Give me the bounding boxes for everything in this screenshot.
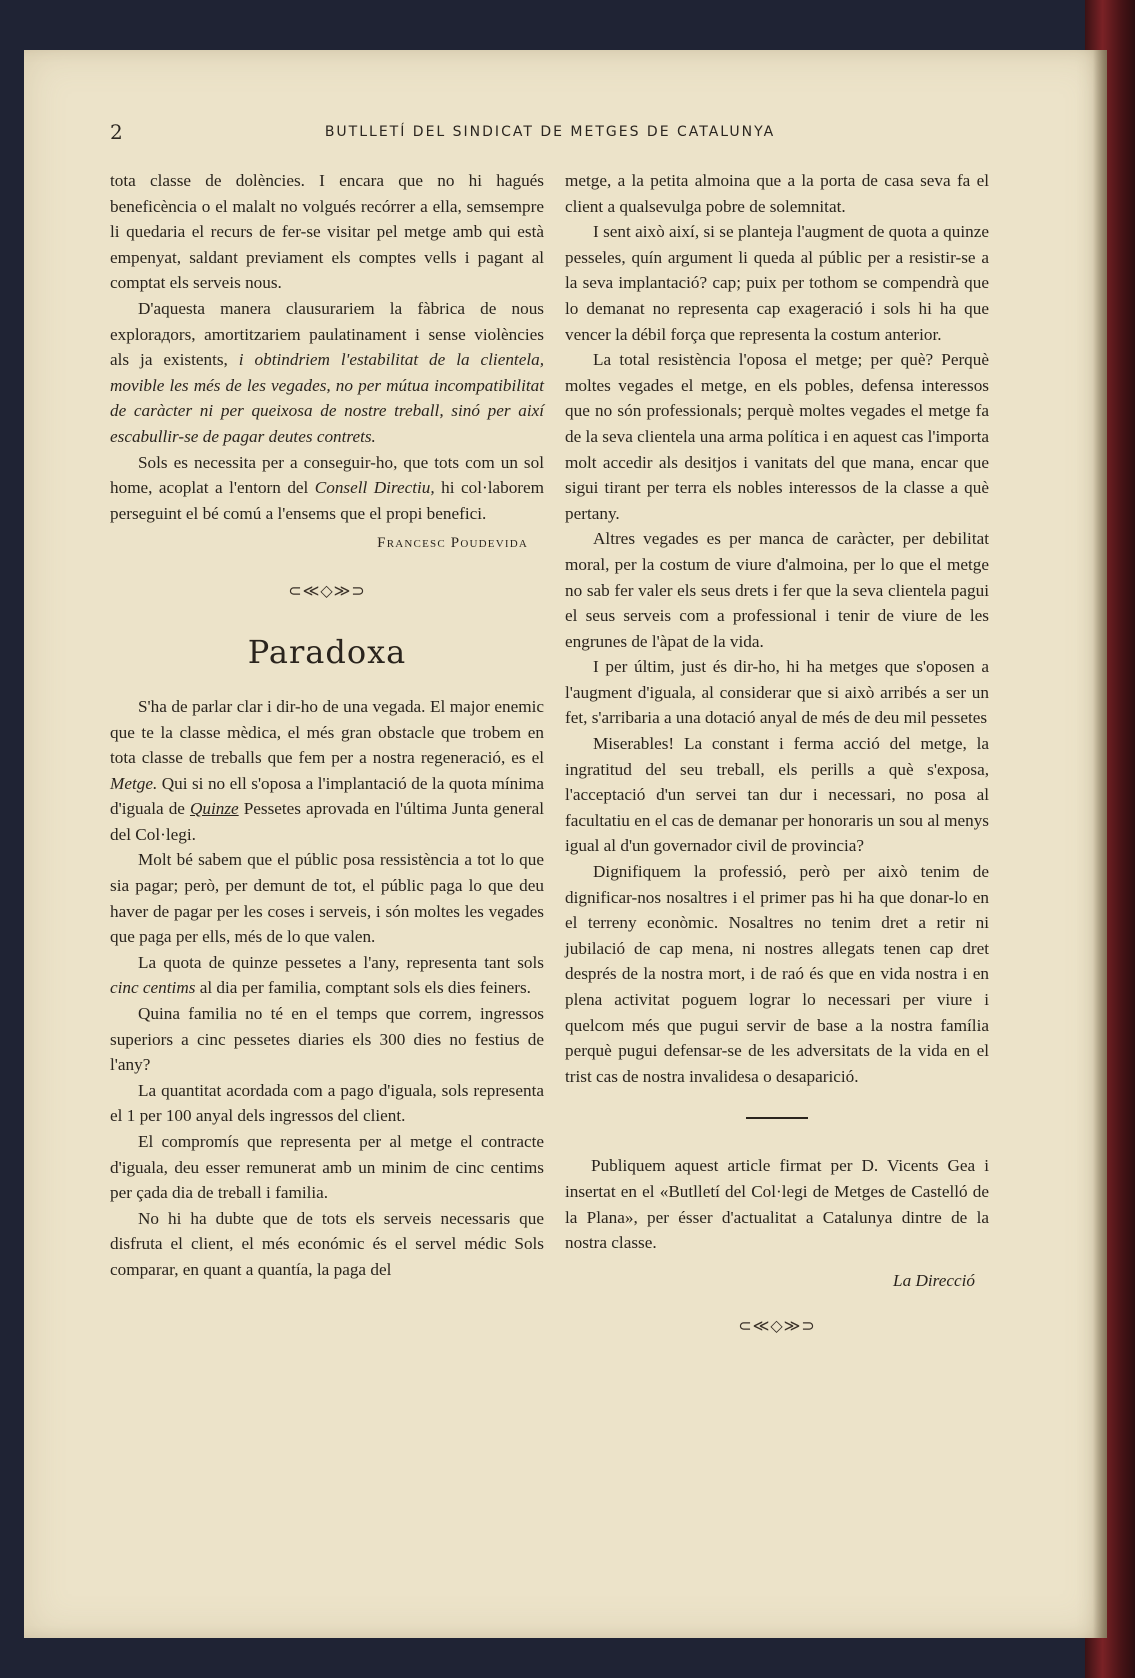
ornament-divider: ⊂≪◇≫⊃ — [738, 1316, 816, 1336]
paragraph: Altres vegades es per manca de caràcter, per debilitat moral, per la costum de viure d'almoina, per lo que el metge no sab fer valer els seus drets i fer que la seva clientela pagui el seus serveis com a professional i tenir de viure de les engrunes de l'àpat de la vida. — [565, 529, 989, 651]
running-head: BUTLLETÍ DEL SINDICAT DE METGES DE CATALUNYA — [324, 124, 776, 140]
author-signature: Francesc Poudevida — [377, 535, 528, 552]
paragraph: La total resistència l'oposa el metge; per què? Perquè moltes vegades el metge, en els pobles, defensa interessos que no són professionals; perquè moltes vegades el metge fa de la seva clientela una arma política i en aquest cas l'importa molt accedir als desitjos i vanitats del que mana, encar que sigui tirant per terra els nobles interessos de la classe a què pertany. — [565, 350, 989, 523]
paragraph: Quina familia no té en el temps que correm, ingressos superiors a cinc pessetes diaries els 300 dies no festius de l'any? — [110, 1004, 544, 1075]
paragraph: S'ha de parlar clar i dir-ho de una vegada. El major enemic que te la classe mèdica, el més gran obstacle que trobem en tota classe de treballs que fem per a nostra regeneració, es el Metge. Qui si no ell s'oposa a l'implantació de la quota mínima d'iguala de Quinze Pessetes aprovada en l'última Junta general del Col·legi. — [110, 696, 544, 844]
page-number: 2 — [110, 120, 123, 144]
paragraph: I per últim, just és dir-ho, hi ha metges que s'oposen a l'augment d'iguala, al considerar que si això arribés a ser un fet, s'arribaria a una dotació anyal de més de deu mil pessetes — [565, 657, 989, 728]
section-title: Paradoxa — [247, 632, 407, 671]
note-signature: La Direcció — [893, 1270, 975, 1290]
ornament-divider: ⊂≪◇≫⊃ — [288, 581, 366, 601]
paragraph: Sols es necessita per a conseguir-ho, que tots com un sol home, acoplat a l'entorn del Consell Directiu, hi col·laborem perseguint el bé comú a l'ensems que el propi benefici. — [110, 452, 545, 523]
paragraph: Dignifiquem la professió, però per això tenim de dignificar-nos nosaltres i el primer pas hi ha que donar-lo en el terreny econòmic. Nosaltres no tenim dret a retir ni jubilació de cap mena, ni nostres allegats tenen cap dret després de la nostra mort, i de raó és que en vida nostra i en plena activitat poguem lograr lo necessari per viure i quelcom més que pugui servir de base a la nostra família perquè pugui defensar-se de les adversitats de la vida en el trist cas de nostra invalidesa o desaparició. — [565, 862, 989, 1086]
paragraph: metge, a la petita almoina que a la porta de casa seva fa el client a qualsevulga pobre de solemnitat. — [565, 171, 989, 216]
paragraph: I sent això així, si se planteja l'augment de quota a quinze pesseles, quín argument li queda al públic per a resistir-se a la seva implantació? cap; puix per tothom se compendrà que lo demanat no representa cap exageració i sols hi ha que vencer la débil força que representa la costum anterior. — [565, 222, 989, 344]
paragraph: Publiquem aquest article firmat per D. Vicents Gea i insertat en el «Butlletí del Col·legi de Metges de Castelló de la Plana», per ésser d'actualitat a Catalunya dintre de la nostra classe. — [565, 1156, 989, 1253]
paragraph: La quota de quinze pessetes a l'any, representa tant sols cinc centims al dia per familia, comptant sols els dies feiners. — [110, 952, 544, 998]
paragraph: Miserables! La constant i ferma acció del metge, la ingratitud del seu treball, els perills a què s'exposa, l'acceptació d'un servei tan dur i necessari, no posa al facultatiu en el cas de demanar per honoraris un sou al menys igual al d'un governador civil de provincia? — [565, 734, 989, 856]
italic-passage: i obtindriem l'estabilitat de la clientela, movible les més de les vegades, no per mútua incompatibilitat de caràcter ni per queixosa de nostre treball, sinó per així escabullir-se de pagar deutes contrets. — [110, 350, 544, 446]
horizontal-rule — [746, 1117, 808, 1119]
italic-passage: Consell Directiu, — [314, 478, 435, 498]
paragraph: No hi ha dubte que de tots els serveis necessaris que disfruta el client, el més económic és el servel médic Sols comparar, en quant a quantía, la paga del — [110, 1208, 544, 1279]
paragraph: La quantitat acordada com a pago d'iguala, sols representa el 1 per 100 anyal dels ingressos del client. — [110, 1080, 544, 1126]
left-column — [110, 168, 544, 1283]
paragraph: El compromís que representa per al metge el contracte d'iguala, deu esser remunerat amb un minim de cinc centims per çada dia de treball i familia. — [110, 1132, 544, 1203]
paragraph: tota classe de dolències. I encara que no hi hagués beneficència o el malalt no volgués recórrer a ella, semsempre li quedaria el recurs de fer-se visitar pel metge amb qui està empenyat, saldant previament els comptes vells i pagant al comptat els serveis nous. — [110, 171, 544, 293]
right-column — [565, 168, 989, 1339]
paragraph: Molt bé sabem que el públic posa ressistència a tot lo que sia pagar; però, per demunt de tot, el públic paga lo que deu haver de pagar per les coses i serveis, i són moltes les vegades que paga per ells, més de lo que valen. — [110, 850, 544, 947]
page-edge-shadow — [1093, 50, 1107, 1638]
paragraph: D'aquesta manera clausurariem la fàbrica de nous explorадors, amortitzariem paulatinament i sense violències als ja existents, i obtindriem l'estabilitat de la clientela, movible les més de les vegades, no per mútua incompatibilitat de caràcter ni per queixosa de nostre treball, sinó per així escabullir-se de pagar deutes contrets. — [110, 298, 544, 446]
editorial-note — [565, 1153, 989, 1293]
page-header — [110, 120, 990, 146]
